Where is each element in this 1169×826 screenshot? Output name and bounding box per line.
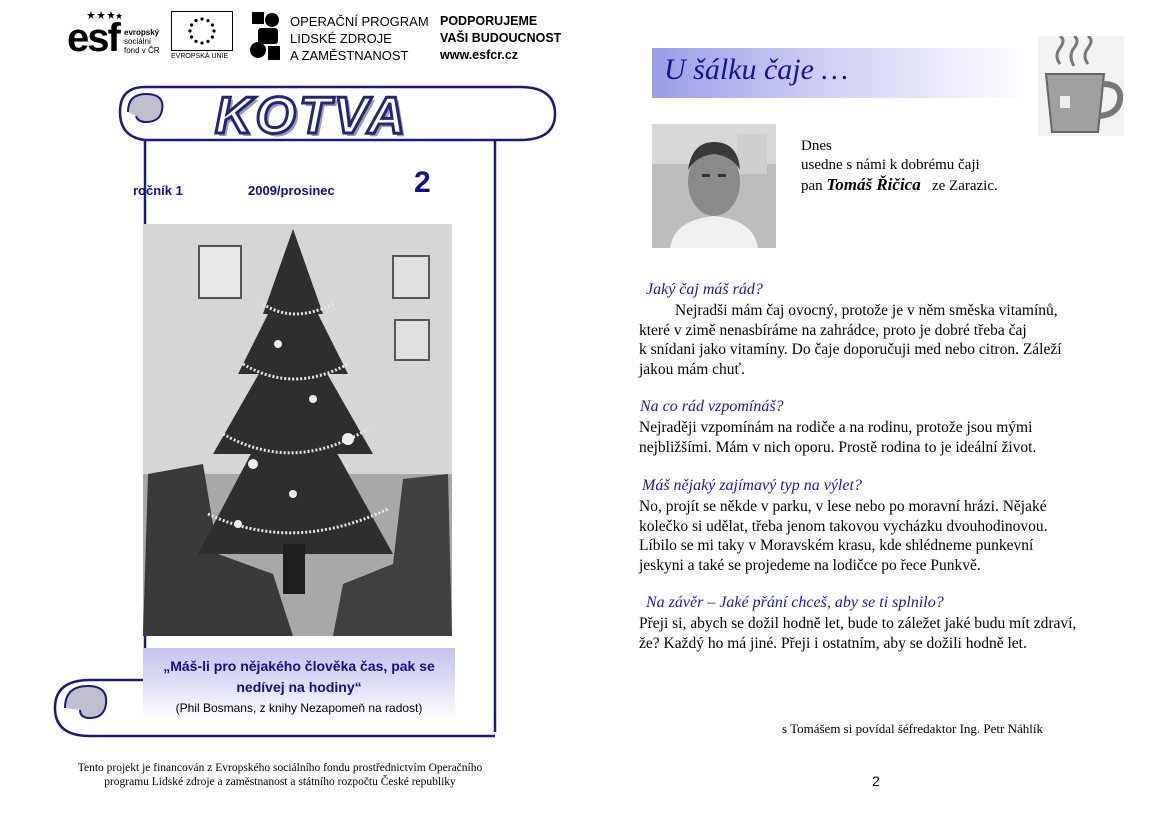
eu-star-icon <box>200 17 203 20</box>
oplzz-line-2: LIDSKÉ ZDROJE <box>290 31 392 46</box>
interviewee-photo <box>652 124 776 248</box>
eu-star-icon <box>190 35 193 38</box>
answer-3-line-3: Líbilo se mi taky v Moravském krasu, kde shlédneme punkevní <box>639 537 1034 554</box>
eu-star-icon <box>200 41 203 44</box>
funding-note-line-1: Tento projekt je financován z Evropského sociálního fondu prostřednictvím Operačního <box>77 762 483 774</box>
support-line-2: VAŠI BUDOUCNOST <box>440 31 562 45</box>
answer-4-line-2: že? Každý ho má jiné. Přeji i ostatním, aby se dožili hodně let. <box>639 634 1027 652</box>
question-2: Na co rád vzpomínáš? <box>640 398 784 415</box>
support-url-link[interactable]: www.esfcr.cz <box>440 48 519 62</box>
interview-credit: s Tomášem si povídal šéfredaktor Ing. Petr Náhlík <box>782 721 1043 736</box>
answer-1-line-4: jakou mám chuť. <box>639 360 746 378</box>
quote-text: „Máš-li pro nějakého člověka čas, pak se nedívej na hodiny“ <box>163 658 435 695</box>
volume-label: ročník 1 <box>133 183 183 198</box>
interviewee-name: Tomáš Řičica <box>826 175 921 194</box>
oplzz-line-1: OPERAČNÍ PROGRAM <box>290 14 429 29</box>
funding-note <box>40 761 520 789</box>
question-3: Máš nějaký zajímavý typ na výlet? <box>642 477 862 494</box>
answer-1-line-3: k snídani jako vitamíny. Do čaje doporučuji med nebo citron. Záleží <box>639 341 1062 358</box>
eu-star-icon <box>206 40 209 43</box>
intro-text <box>801 137 998 196</box>
answer-3 <box>639 497 1119 575</box>
support-line-1: PODPORUJEME <box>440 14 538 28</box>
oplzz-line-3: A ZAMĚSTNANOST <box>290 48 409 63</box>
answer-2-line-1: Nejraději vzpomínám na rodiče a na rodinu, protože jsou mými <box>639 419 1033 436</box>
intro-prefix: pan <box>801 178 827 194</box>
eu-star-icon <box>194 19 197 22</box>
esf-line-2: sociální <box>124 37 152 46</box>
answer-1-line-2: které v zimě nenasbíráme na zahrádce, proto je dobré třeba čaj <box>639 321 1027 339</box>
christmas-tree-photo <box>143 224 452 636</box>
eu-star-icon <box>190 23 193 26</box>
answer-1 <box>639 301 1119 379</box>
esf-caption <box>124 28 160 55</box>
eu-flag-logo <box>171 11 233 51</box>
magazine-title: KOTVA <box>215 87 409 145</box>
answer-1-line-1: Nejradši mám čaj ovocný, protože je v něm směska vitamínů, <box>675 302 1058 319</box>
eu-star-icon <box>206 19 209 22</box>
answer-2-line-2: nejbližšími. Mám v nich oporu. Prostě rodina to je ideální život. <box>639 438 1037 456</box>
eu-caption: EVROPSKÁ UNIE <box>171 53 229 60</box>
eu-star-icon <box>188 29 191 32</box>
question-1: Jaký čaj máš rád? <box>646 281 763 298</box>
quote-author: (Phil Bosmans, z knihy Nezapomeň na radost) <box>175 701 423 715</box>
tea-cup-icon <box>1038 36 1124 136</box>
issue-date: 2009/prosinec <box>248 183 335 198</box>
support-text <box>440 13 561 64</box>
esf-line-1: evropský <box>124 28 160 37</box>
answer-4-line-1: Přeji si, abych se dožil hodně let, bude to záležet jaké budu mít zdraví, <box>639 615 1077 632</box>
esf-line-3: fond v ČR <box>124 46 160 55</box>
intro-line-2: usedne s námi k dobrému čaji <box>801 157 980 173</box>
quote-box <box>143 648 455 720</box>
answer-4 <box>639 614 1119 653</box>
eu-star-icon <box>212 29 215 32</box>
intro-line-3 <box>801 175 998 196</box>
answer-3-line-2: kolečko si udělat, třeba jenom takovou vycházku dvouhodinovou. <box>639 517 1048 535</box>
intro-line-1: Dnes <box>801 138 832 154</box>
oplzz-logo-icon <box>250 12 282 60</box>
answer-2 <box>639 418 1119 457</box>
intro-suffix: ze Zarazic. <box>931 178 998 194</box>
answer-3-line-1: No, projít se někde v parku, v lese nebo po moravní hrázi. Nějaké <box>639 498 1047 515</box>
page-number: 2 <box>872 773 880 789</box>
article-title: U šálku čaje … <box>664 53 849 86</box>
eu-star-icon <box>211 23 214 26</box>
esf-logo <box>67 10 167 62</box>
esf-wordmark: esf <box>67 16 119 60</box>
oplzz-text <box>290 13 429 64</box>
eu-star-icon <box>194 40 197 43</box>
funding-note-line-2: programu Lidské zdroje a zaměstnanost a státního rozpočtu České republiky <box>104 776 456 788</box>
issue-number: 2 <box>414 166 431 199</box>
eu-stars-icon <box>172 12 232 50</box>
answer-3-line-4: jeskyni a také se projedeme na lodičce po řece Punkvě. <box>639 556 981 574</box>
question-4: Na závěr – Jaké přání chceš, aby se ti splnilo? <box>646 594 944 611</box>
eu-star-icon <box>211 35 214 38</box>
